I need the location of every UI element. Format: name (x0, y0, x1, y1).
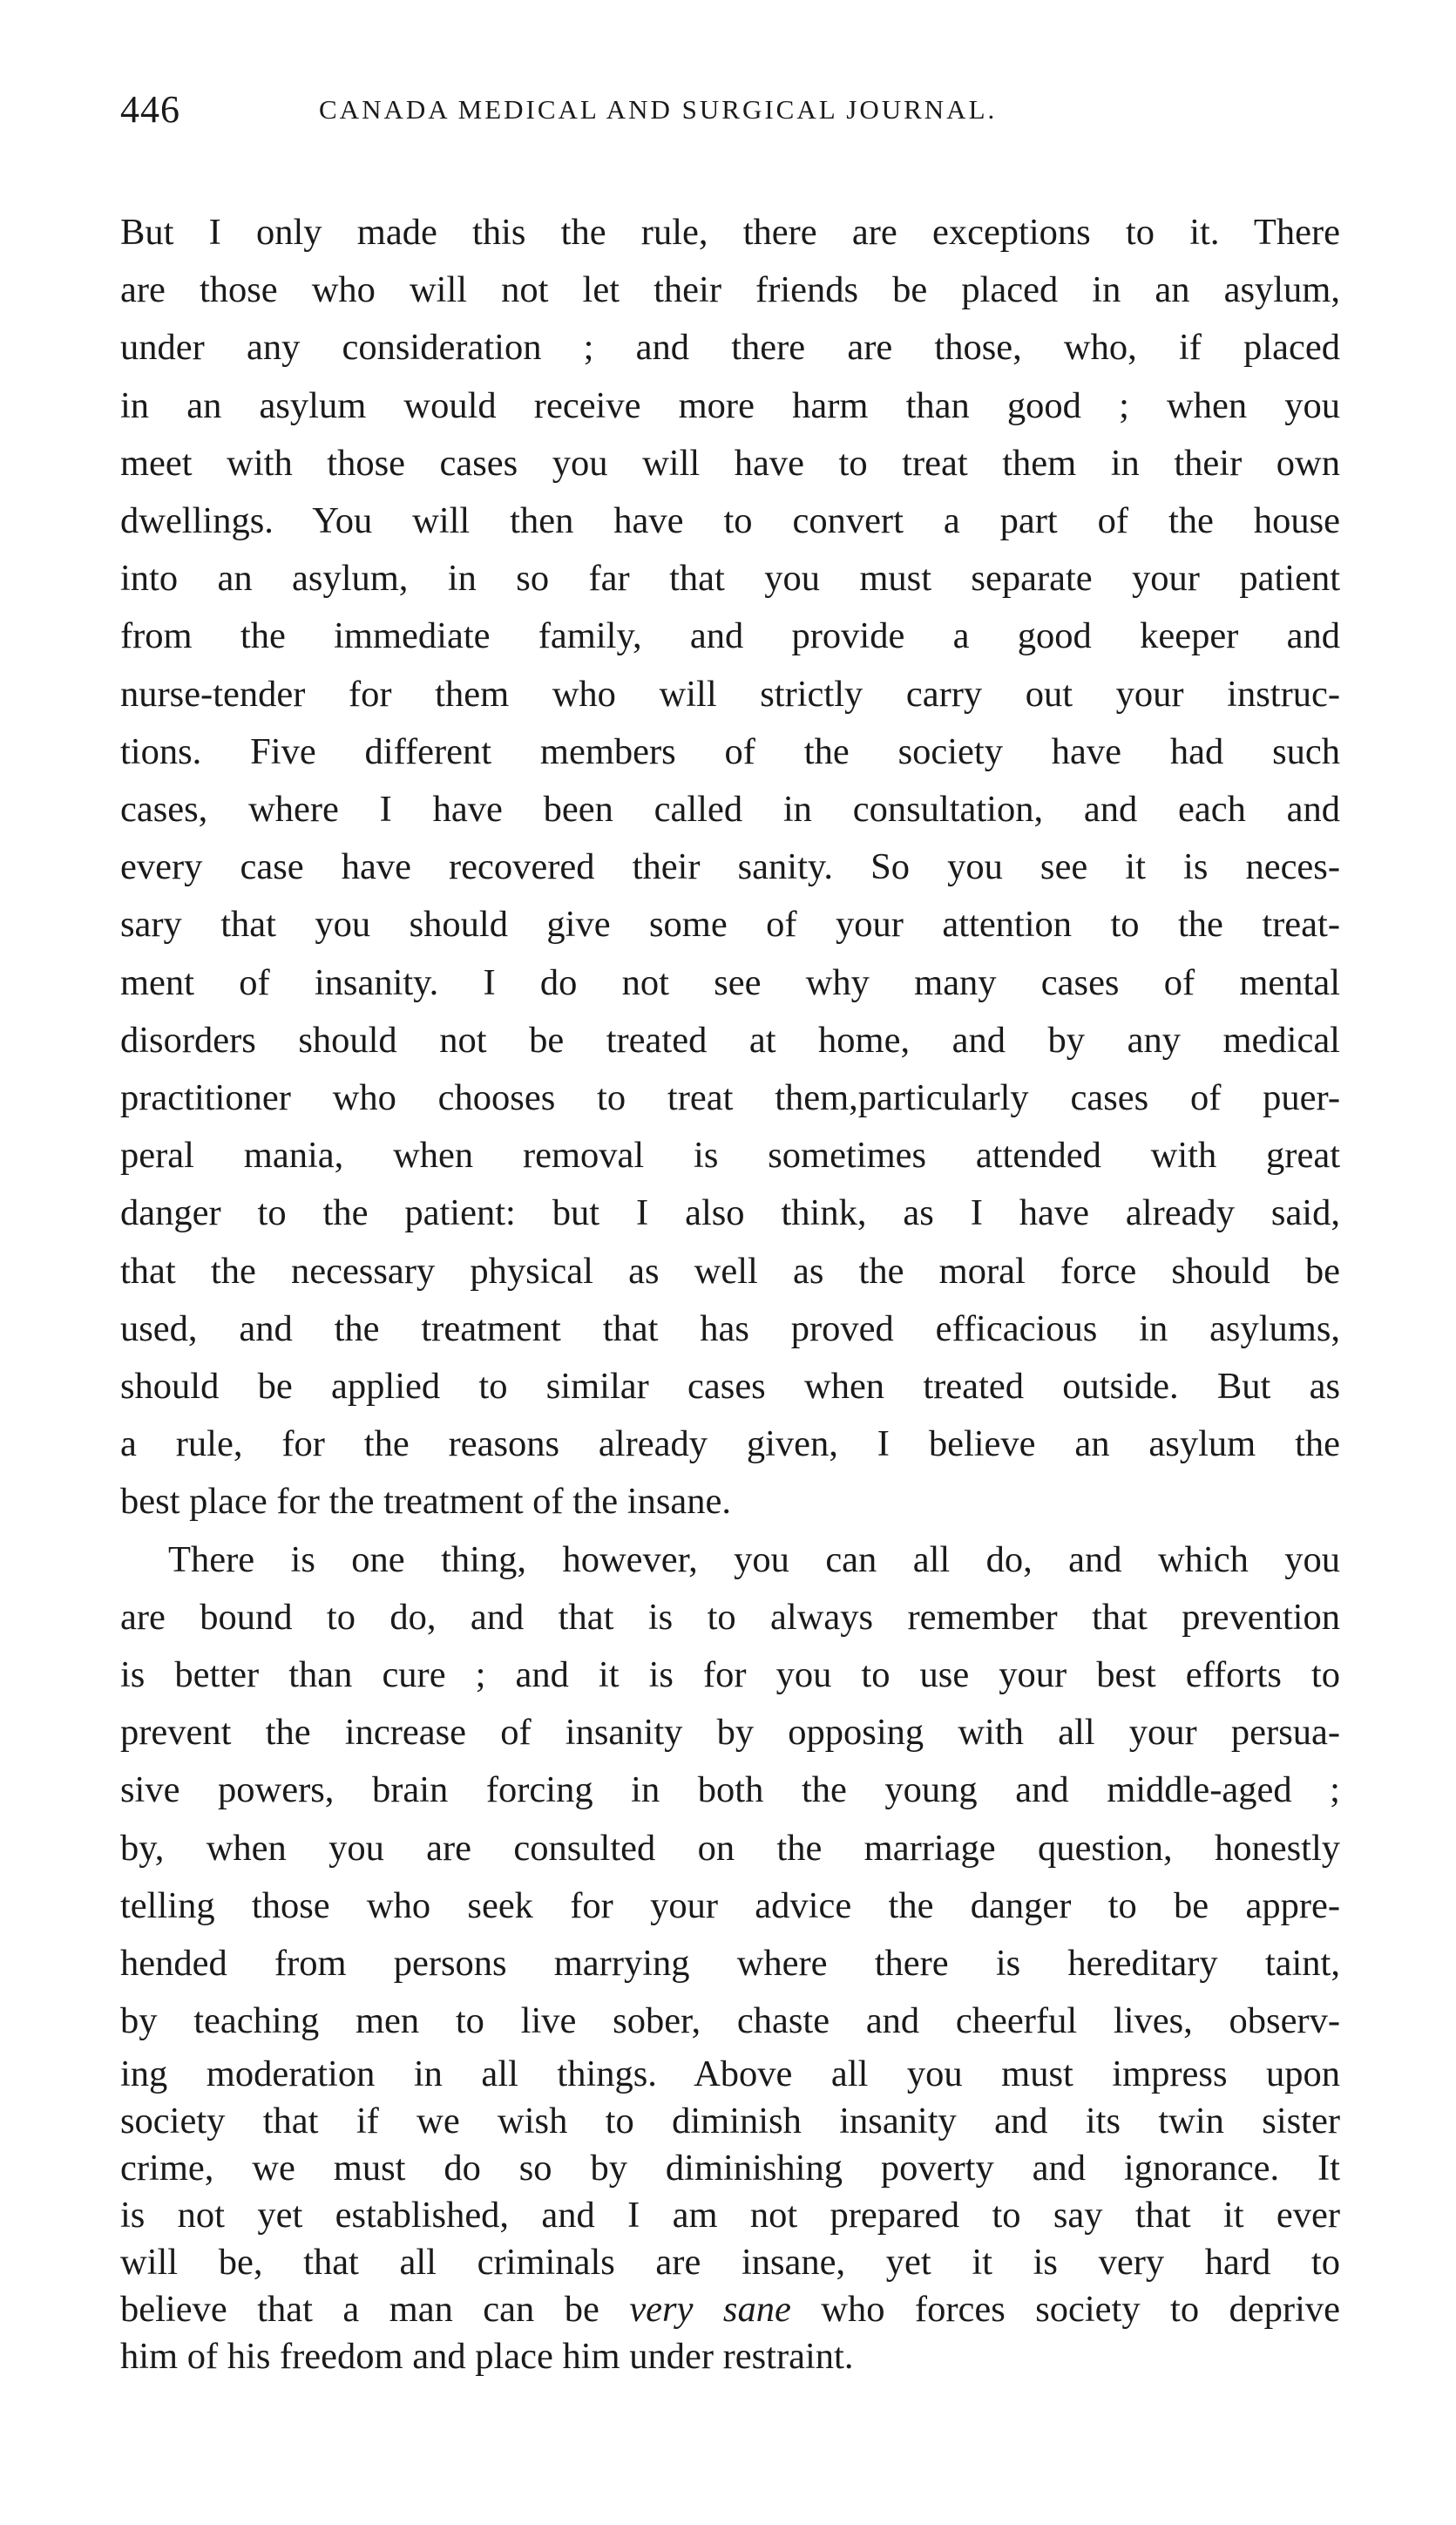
text-line: tions. Five different members of the society have had such (120, 730, 1340, 772)
text-line: crime, we must do so by diminishing poverty and ignorance. It (120, 2147, 1340, 2189)
text-line: dwellings. You will then have to convert a part of the house (120, 500, 1340, 542)
text-line: that the necessary physical as well as the moral force should be (120, 1250, 1340, 1292)
text-run: who forces society to deprive (790, 2288, 1340, 2330)
text-line: used, and the treatment that has proved efficacious in asylums, (120, 1307, 1340, 1349)
emphasis-text: very sane (629, 2288, 791, 2330)
text-line: should be applied to similar cases when treated outside. But as (120, 1366, 1340, 1408)
text-line: peral mania, when removal is sometimes attended with great (120, 1135, 1340, 1177)
text-line: every case have recovered their sanity. So you see it is neces- (120, 846, 1340, 888)
text-line: There is one thing, however, you can all do, and which you (168, 1538, 1340, 1580)
journal-title: CANADA MEDICAL AND SURGICAL JOURNAL. (319, 94, 998, 125)
text-line: is better than cure ; and it is for you to use your best efforts to (120, 1654, 1340, 1696)
text-line: by teaching men to live sober, chaste and cheerful lives, observ- (120, 2000, 1340, 2042)
text-line: cases, where I have been called in consultation, and each and (120, 789, 1340, 831)
text-run: believe that a man can be (120, 2288, 630, 2330)
text-line: nurse-tender for them who will strictly carry out your instruc- (120, 673, 1340, 715)
text-line: best place for the treatment of the insane. (120, 1481, 731, 1523)
text-line-italic (120, 2286, 1340, 2333)
text-line: society that if we wish to diminish insanity and its twin sister (120, 2100, 1340, 2141)
text-line: But I only made this the rule, there are exceptions to it. There (120, 212, 1340, 253)
text-line: by, when you are consulted on the marriage question, honestly (120, 1827, 1340, 1869)
text-line: are bound to do, and that is to always remember that prevention (120, 1596, 1340, 1638)
text-line: from the immediate family, and provide a good keeper and (120, 615, 1340, 657)
text-line: meet with those cases you will have to treat them in their own (120, 442, 1340, 484)
page-number: 446 (120, 88, 180, 131)
text-line: sive powers, brain forcing in both the young and middle-aged ; (120, 1769, 1340, 1811)
text-line: disorders should not be treated at home, and by any medical (120, 1019, 1340, 1061)
text-line: sary that you should give some of your attention to the treat- (120, 904, 1340, 946)
text-line: under any consideration ; and there are those, who, if placed (120, 327, 1340, 369)
text-line: ment of insanity. I do not see why many cases of mental (120, 961, 1340, 1003)
text-line: prevent the increase of insanity by opposing with all your persua- (120, 1712, 1340, 1754)
text-line: telling those who seek for your advice the danger to be appre- (120, 1884, 1340, 1926)
paragraph-1 (120, 204, 1340, 1531)
text-line: danger to the patient: but I also think, as I have already said, (120, 1192, 1340, 1234)
text-line: hended from persons marrying where there is hereditary taint, (120, 1943, 1340, 1985)
text-line: are those who will not let their friends be placed in an asylum, (120, 269, 1340, 311)
text-line: into an asylum, in so far that you must separate your patient (120, 558, 1340, 600)
running-head (120, 87, 1340, 157)
text-line: ing moderation in all things. Above all you must impress upon (120, 2053, 1340, 2094)
text-line: practitioner who chooses to treat them,particularly cases of puer- (120, 1077, 1340, 1119)
text-line: a rule, for the reasons already given, I believe an asylum the (120, 1423, 1340, 1465)
text-line: in an asylum would receive more harm than good ; when you (120, 384, 1340, 426)
text-line: him of his freedom and place him under restraint. (120, 2335, 854, 2377)
text-line: will be, that all criminals are insane, yet it is very hard to (120, 2241, 1340, 2283)
text-line: is not yet established, and I am not prepared to say that it ever (120, 2194, 1340, 2236)
document-page (120, 87, 1340, 2380)
paragraph-2 (120, 1531, 1340, 2380)
